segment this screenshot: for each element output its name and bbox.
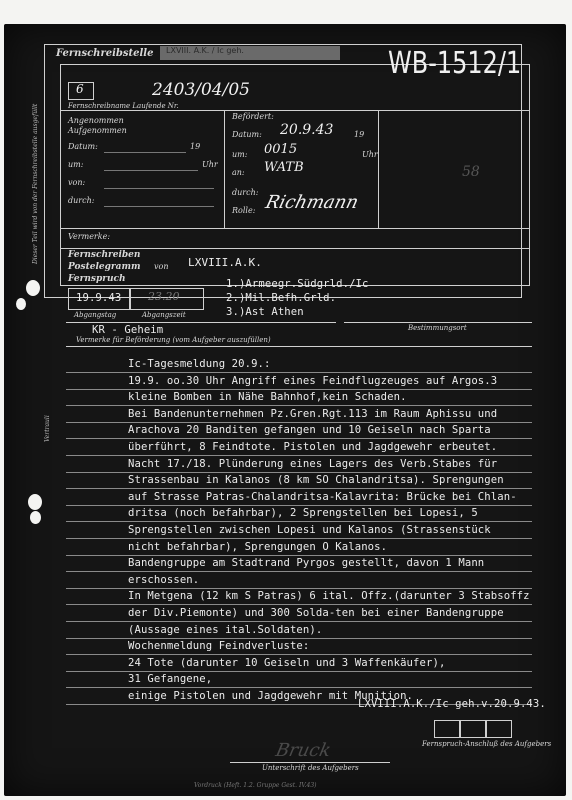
form-note: Vordruck (Heft. 1.2. Gruppe Gest. IV.43)	[194, 782, 317, 789]
sign-label: Unterschrift des Aufgebers	[262, 764, 359, 772]
message-number-label: Fernschreibname Laufende Nr.	[68, 102, 179, 110]
vermerke-label: Vermerke:	[68, 232, 111, 241]
ruled-line	[66, 538, 532, 539]
forwarded-to-value: WATB	[264, 160, 304, 175]
ruled-line	[66, 638, 532, 639]
body-line: nicht befahrbar), Sprengungen O Kalanos.	[128, 540, 388, 553]
forwarded-uhr: Uhr	[362, 150, 378, 159]
received-by-label: durch:	[68, 196, 95, 205]
ruled-line	[66, 588, 532, 589]
received-dots-2	[104, 170, 198, 171]
forwarded-year: 19	[354, 130, 365, 139]
message-number: 2403/04/05	[152, 80, 250, 100]
forwarded-time-label: um:	[232, 150, 248, 159]
received-uhr: Uhr	[202, 160, 218, 169]
body-line: 31 Gefangene,	[128, 673, 213, 686]
forwarded-role-label: Rolle:	[232, 206, 256, 215]
body-line: auf Strasse Patras-Chalandritsa-Kalavrita: Brücke bei Chlan-	[128, 490, 517, 503]
body-line: 24 Tote (darunter 10 Geiseln und 3 Waffenkäufer),	[128, 656, 446, 669]
medium-fernspruch: Fernspruch	[68, 274, 126, 284]
medium-von: von	[154, 262, 169, 271]
medium-divider	[60, 248, 530, 249]
body-line: Bandengruppe am Stadtrand Pyrgos gestellt, davon 1 Mann	[128, 557, 485, 570]
ruled-line	[66, 472, 532, 473]
stamp-strip: LXVIII. A.K. / Ic geh.	[160, 46, 340, 60]
classification: KR - Geheim	[92, 324, 164, 336]
classification-top-line	[66, 322, 336, 323]
forwarded-divider	[378, 110, 379, 228]
phone-box-2	[460, 720, 486, 738]
received-time-label: um:	[68, 160, 84, 169]
destination-label: Bestimmungsort	[408, 324, 467, 332]
recipient-1: 1.)Armeegr.Südgrld./Ic	[226, 278, 369, 290]
phone-box-1	[434, 720, 460, 738]
body-line: überführt, 8 Feindtote. Pistolen und Jagdgewehr erbeutet.	[128, 441, 498, 453]
medium-postelegramm: Postelegramm	[68, 262, 141, 272]
forwarded-margin-note: 58	[462, 164, 480, 180]
ruled-line	[66, 687, 532, 688]
phone-label: Fernspruch-Anschluß des Aufgebers	[422, 740, 552, 748]
departure-time-label: Abgangszeit	[142, 311, 186, 319]
body-line: In Metgena (12 km S Patras) 6 ital. Offz.(darunter 3 Stabsoffz	[128, 590, 530, 603]
received-date-label: Datum:	[68, 142, 98, 151]
body-line: Bei Bandenunternehmen Pz.Gren.Rgt.113 im Raum Aphissu und	[128, 407, 498, 420]
ruled-line	[66, 671, 532, 672]
punch-hole-lower-2	[30, 511, 41, 524]
body-line: 19.9. oo.30 Uhr Angriff eines Feindflugzeuges auf Argos.3	[128, 374, 498, 387]
ruled-line	[66, 604, 532, 605]
ruled-line	[66, 654, 532, 655]
destination-line	[344, 322, 532, 323]
ruled-line	[66, 621, 532, 622]
punch-hole-upper	[26, 280, 40, 296]
forwarded-date-value: 20.9.43	[280, 122, 334, 138]
body-line: einige Pistolen und Jagdgewehr mit Munition.	[128, 690, 414, 702]
ruled-line	[66, 389, 532, 390]
received-year: 19	[190, 142, 201, 151]
ruled-line	[66, 571, 532, 572]
forwarded-date-label: Datum:	[232, 130, 262, 139]
punch-hole-lower	[28, 494, 42, 510]
number-prefix: 6	[76, 82, 84, 96]
margin-lower-note: Vertrauli	[44, 415, 51, 442]
recipient-2: 2.)Mil.Befh.Grld.	[226, 292, 337, 304]
signature-line	[230, 762, 390, 763]
body-line: Arachova 20 Banditen gefangen und 10 Geiseln nach Sparta	[128, 424, 491, 437]
medium-fernschreiben: Fernschreiben	[68, 250, 141, 260]
message-signature: LXVIII.A.K./Ic geh.v.20.9.43.	[358, 698, 546, 710]
ruled-line	[66, 505, 532, 506]
sender-unit: LXVIII.A.K.	[188, 256, 262, 269]
archive-reference: WB-1512/1	[388, 46, 522, 81]
received-dots-4	[104, 206, 214, 207]
forwarded-heading: Befördert:	[232, 112, 274, 121]
body-line: Strassenbau in Kalanos (8 km SO Chalandritsa). Sprengungen	[128, 474, 504, 487]
departure-date-label: Abgangstag	[74, 311, 117, 319]
ruled-line	[66, 405, 532, 406]
forwarded-time-value: 0015	[264, 142, 298, 157]
ruled-line	[66, 455, 532, 456]
received-from-label: von:	[68, 178, 86, 187]
received-divider	[224, 110, 225, 228]
received-dots-3	[104, 188, 214, 189]
form-title: Fernschreibstelle	[56, 48, 154, 59]
phone-box-3	[486, 720, 512, 738]
header-divider	[60, 110, 530, 111]
margin-vertical-note: Dieser Teil wird von der Fernschreibstelle ausgefüllt	[32, 103, 39, 264]
body-line: Nacht 17./18. Plünderung eines Lagers des Verb.Stabes für	[128, 457, 498, 470]
body-line: der Div.Piemonte) und 300 Solda-ten bei einer Bandengruppe	[128, 607, 504, 619]
body-line: dritsa (noch befahrbar), 2 Sprengstellen bei Lopesi, 5	[128, 507, 478, 520]
body-line: erschossen.	[128, 573, 200, 586]
body-line: kleine Bomben in Nähe Bahnhof,kein Schaden.	[128, 391, 407, 404]
ruled-line	[66, 372, 532, 373]
forwarded-to-label: an:	[232, 168, 245, 177]
ruled-line	[66, 521, 532, 522]
classification-note: Vermerke für Beförderung (vom Aufgeber auszufüllen)	[76, 336, 271, 344]
vermerke-divider	[60, 228, 530, 229]
body-line: Sprengstellen zwischen Lopesi und Kalanos (Strassenstück	[128, 524, 491, 536]
received-heading-1: Angenommen	[68, 116, 124, 125]
ruled-line	[66, 422, 532, 423]
punch-hole-upper-2	[16, 298, 26, 310]
body-line: (Aussage eines ital.Soldaten).	[128, 623, 323, 636]
recipient-3: 3.)Ast Athen	[226, 306, 304, 318]
operator-signature: Richmann	[263, 192, 361, 213]
sender-signature: Bruck	[273, 740, 333, 761]
body-line: Ic-Tagesmeldung 20.9.:	[128, 358, 271, 370]
received-heading-2: Aufgenommen	[68, 126, 127, 135]
ruled-line	[66, 555, 532, 556]
ruled-line	[66, 488, 532, 489]
departure-date: 19.9.43	[76, 292, 122, 304]
body-line: Wochenmeldung Feindverluste:	[128, 640, 310, 653]
classification-bottom-line	[66, 346, 532, 347]
received-dots-1	[104, 152, 186, 153]
forwarded-by-label: durch:	[232, 188, 259, 197]
ruled-line	[66, 438, 532, 439]
telegram-form	[4, 24, 566, 796]
departure-time: 23.20	[148, 290, 180, 303]
